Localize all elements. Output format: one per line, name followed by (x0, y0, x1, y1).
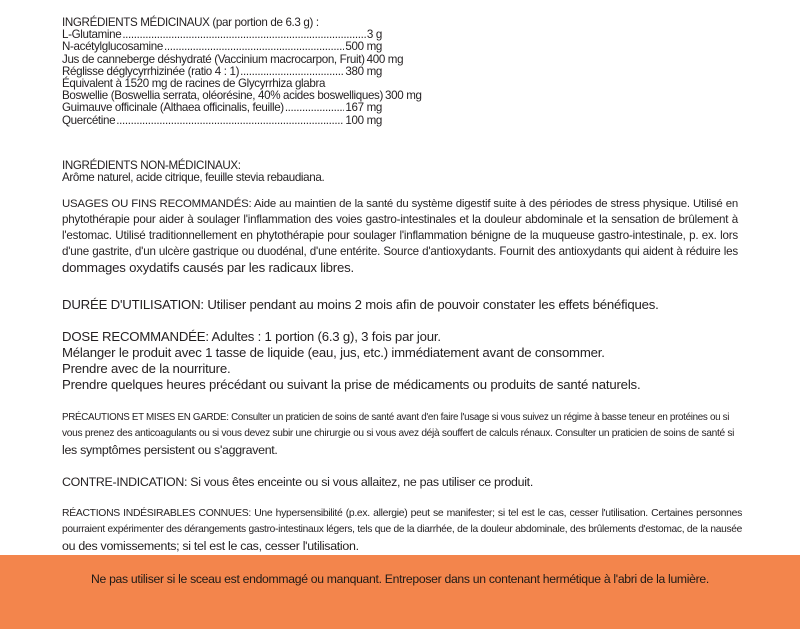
recommended-dose-block (62, 329, 640, 393)
ingredient-row: Boswellie (Boswellia serrata, oléorésine, 40% acides boswelliques) 300 mg (62, 89, 422, 103)
contraindication: CONTRE-INDICATION: Si vous êtes enceinte ou si vous allaitez, ne pas utiliser ce produit. (62, 475, 533, 489)
precautions-paragraph (62, 410, 742, 458)
dose-line: Prendre quelques heures précédant ou suivant la prise de médicaments ou produits de santé naturels. (62, 377, 641, 392)
non-medicinal-heading: INGRÉDIENTS NON-MÉDICINAUX: (62, 159, 241, 172)
uses-line: phytothérapie pour aider à soulager l'inflammation des voies gastro-intestinales et la douleur abdominale et la sensation de brûlement à (62, 213, 738, 226)
ingredient-row: N-acétylglucosamine ..... 500 mg (62, 41, 382, 53)
dose-line: DOSE RECOMMANDÉE: Adultes : 1 portion (6.3 g), 3 fois par jour. (62, 329, 441, 344)
reactions-line: RÉACTIONS INDÉSIRABLES CONNUES: Une hypersensibilité (p.ex. allergie) peut se manifester; si tel est le cas, cesser l'utilisation. Certaines personnes (62, 508, 742, 519)
dose-line: Mélanger le produit avec 1 tasse de liquide (eau, jus, etc.) immédiatement avant de consommer. (62, 345, 605, 360)
non-medicinal-ingredients-block (62, 160, 324, 185)
adverse-reactions-paragraph (62, 506, 742, 554)
non-medicinal-text: Arôme naturel, acide citrique, feuille stevia rebaudiana. (62, 171, 325, 185)
dose-line: Prendre avec de la nourriture. (62, 361, 231, 376)
reactions-line: ou des vomissements; si tel est le cas, cesser l'utilisation. (62, 539, 359, 553)
precautions-line: les symptômes persistent ou s'aggravent. (62, 443, 278, 457)
duration-of-use: DURÉE D'UTILISATION: Utiliser pendant au moins 2 mois afin de pouvoir constater les effets bénéfiques. (62, 297, 659, 312)
ingredient-row: L-Glutamine ..... 3 g (62, 29, 382, 41)
reactions-line: pourraient expérimenter des dérangements gastro-intestinaux légers, tels que de la diarrhée, de la douleur abdominale, des brûlements d'estomac, de la nausée (62, 524, 742, 535)
medicinal-ingredients-block (62, 16, 422, 127)
ingredient-row: Réglisse déglycyrrhizinée (ratio 4 : 1) ..... 380 mg (62, 66, 382, 78)
uses-line: l'estomac. Utilisé traditionnellement en phytothérapie pour soulager l'inflammation bénigne de la muqueuse gastro-intestinale, p. ex. lors (62, 229, 738, 242)
ingredient-row: Jus de canneberge déshydraté (Vaccinium macrocarpon, Fruit) 400 mg (62, 52, 404, 66)
recommended-uses-paragraph (62, 196, 738, 276)
medicinal-ingredients-heading: INGRÉDIENTS MÉDICINAUX (par portion de 6.3 g) : (62, 16, 319, 29)
ingredient-row: Guimauve officinale (Althaea officinalis, feuille) ..... 167 mg (62, 102, 382, 114)
ingredient-row: Quercétine ..... 100 mg (62, 115, 382, 127)
uses-line: d'une gastrite, d'un ulcère gastrique ou duodénal, d'une entérite. Source d'antioxydants. Fournit des antioxydants qui aident à réduire les (62, 245, 738, 258)
precautions-line: vous prenez des anticoagulants ou si vous devez subir une chirurgie ou si vous avez déjà souffert de calculs rénaux. Consulter un praticien de soins de santé si (62, 428, 735, 439)
uses-line: dommages oxydatifs causés par les radicaux libres. (62, 260, 354, 275)
storage-warning-banner (0, 555, 800, 629)
precautions-line: PRÉCAUTIONS ET MISES EN GARDE: Consulter un praticien de soins de santé avant d'en faire l'usage si vous suivez un régime à basse teneur en protéines ou si (62, 412, 730, 423)
storage-warning-text: Ne pas utiliser si le sceau est endommagé ou manquant. Entreposer dans un contenant hermétique à l'abri de la lumière. (91, 572, 709, 586)
ingredient-note: Équivalent à 1520 mg de racines de Glycyrrhiza glabra (62, 77, 326, 91)
uses-line: USAGES OU FINS RECOMMANDÉS: Aide au maintien de la santé du système digestif suite à des périodes de stress physique. Utilisé en (62, 198, 738, 210)
